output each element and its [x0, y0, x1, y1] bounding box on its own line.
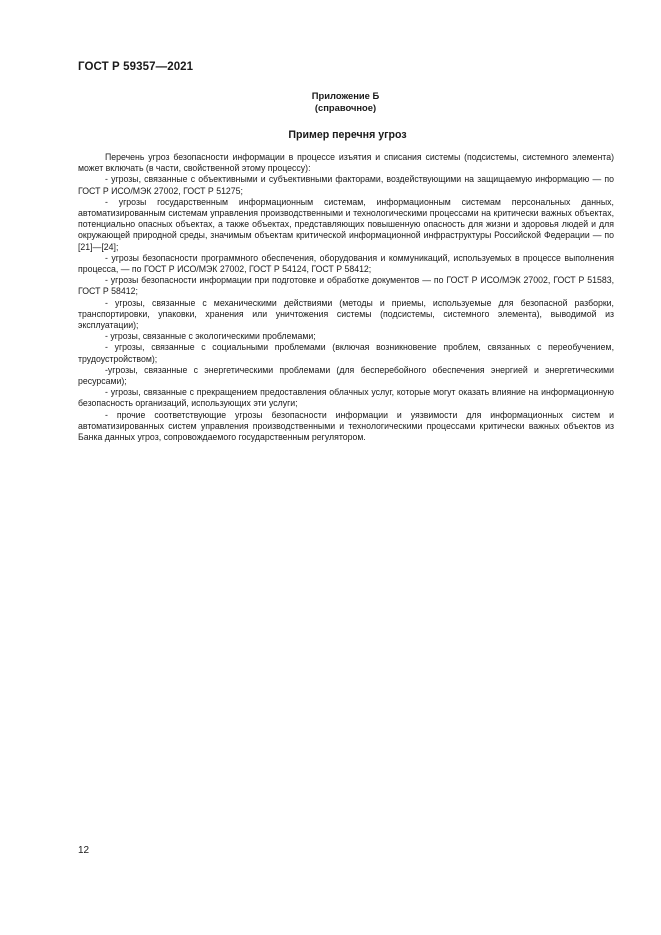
list-item: - угрозы, связанные с социальными проблемами (включая возникновение проблем, связанных с переобучением, трудоустройством); [78, 342, 614, 364]
paragraph-intro: Перечень угроз безопасности информации в процессе изъятия и списания системы (подсистемы, системного элемента) может включать (в части, свойственной этому процессу): [78, 152, 614, 174]
list-item: - угрозы, связанные с механическими действиями (методы и приемы, используемые для безопасной разборки, транспортировки, упаковки, хранения или уничтожения системы (подсистемы, системного элемента), выводимой из эксплуатации); [78, 297, 614, 331]
appendix-label: Приложение Б [311, 90, 380, 101]
body-text [78, 152, 614, 443]
appendix-type: (справочное) [314, 102, 377, 113]
list-item: - угрозы, связанные с объективными и субъективными факторами, воздействующими на защищаемую информацию — по ГОСТ Р ИСО/МЭК 27002, ГОСТ Р 51275; [78, 174, 614, 196]
list-item: - угрозы государственным информационным системам, информационным системам персональных данных, автоматизированным системам управления производственными и технологическими процессами на критически важных объектах, потенциально опасных объектах, а также объектах, представляющих повышенную опасность для жизни и здоровья людей и для окружающей природной среды, значимым объектам критической информационной инфраструктуры Российской Федерации — по [21]—[24]; [78, 196, 614, 252]
appendix-header [0, 90, 661, 114]
standard-code: ГОСТ Р 59357—2021 [78, 61, 194, 73]
list-item: - угрозы, связанные с экологическими проблемами; [105, 331, 316, 342]
page-number: 12 [78, 845, 90, 856]
list-item: -угрозы, связанные с энергетическими проблемами (для бесперебойного обеспечения энергией и энергетическими ресурсами); [78, 364, 614, 387]
list-item: - прочие соответствующие угрозы безопасности информации и уязвимости для информационных систем и автоматизированных систем управления производственными и технологическими процессами критически важных объектов из Банка данных угроз, сопровождаемого государственным регулятором. [78, 409, 614, 443]
list-item: - угрозы безопасности программного обеспечения, оборудования и коммуникаций, используемых в процессе выполнения процесса, — по ГОСТ Р ИСО/МЭК 27002, ГОСТ Р 54124, ГОСТ Р 58412; [78, 252, 614, 275]
list-item: - угрозы безопасности информации при подготовке и обработке документов — по ГОСТ Р ИСО/МЭК 27002, ГОСТ Р 51583, ГОСТ Р 58412; [78, 275, 614, 297]
list-item: - угрозы, связанные с прекращением предоставления облачных услуг, которые могут оказать влияние на информационную безопасность организаций, использующих эти услуги; [78, 387, 614, 409]
section-heading: Пример перечня угроз [288, 129, 407, 141]
